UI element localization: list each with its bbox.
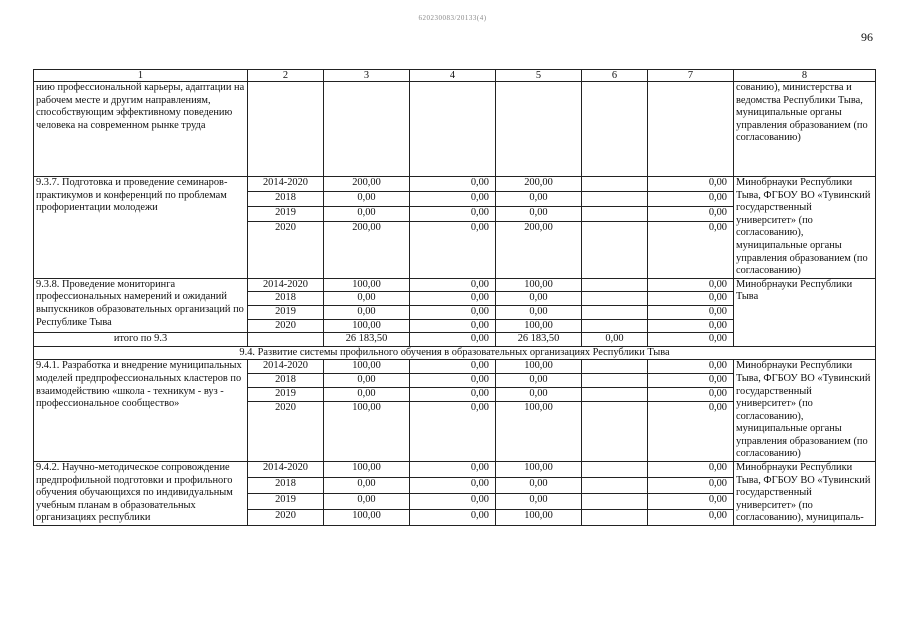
column-numbers-row [34,70,876,82]
federal-budget: 0,00 [410,510,496,526]
republic-budget: 100,00 [496,319,582,333]
total: 100,00 [324,360,410,374]
total: 200,00 [324,221,410,278]
republic-budget: 100,00 [496,402,582,462]
table-row [34,360,876,374]
table-row [34,177,876,192]
municipal-budget [582,206,648,221]
total: 0,00 [324,292,410,306]
municipal-budget [582,305,648,319]
year: 2018 [248,191,324,206]
republic-budget: 0,00 [496,292,582,306]
municipal-budget [582,177,648,192]
municipal-budget [582,478,648,494]
total: 0,00 [324,478,410,494]
extra-budget: 0,00 [648,494,734,510]
federal-budget: 0,00 [410,402,496,462]
table-row [34,462,876,478]
activity-name: 9.3.8. Проведение мониторинга профессиональных намерений и ожиданий выпускников образовательных организаций по Республике Тыва [34,278,248,332]
year: 2018 [248,292,324,306]
municipal-budget [582,494,648,510]
total: 0,00 [324,494,410,510]
republic-budget: 100,00 [496,510,582,526]
extra-budget: 0,00 [648,319,734,333]
activity-name: 9.4.1. Разработка и внедрение муниципальных моделей предпрофессиональных кластеров по взаимодействию «школа - техникум - вуз - профессиональное сообщество» [34,360,248,462]
extra-budget: 0,00 [648,478,734,494]
municipal-budget [582,278,648,292]
year: 2019 [248,388,324,402]
extra-budget: 0,00 [648,278,734,292]
extra-budget: 0,00 [648,360,734,374]
total: 100,00 [324,278,410,292]
extra-budget: 0,00 [648,292,734,306]
municipal-budget [582,374,648,388]
republic-budget: 0,00 [496,374,582,388]
year: 2018 [248,478,324,494]
document-stamp: 620230083/20133(4) [418,14,487,22]
subtotal-label: итого по 9.3 [34,333,248,347]
year: 2019 [248,206,324,221]
col-num: 8 [734,70,876,82]
municipal-budget [582,402,648,462]
extra-budget: 0,00 [648,221,734,278]
municipal-budget [582,191,648,206]
extra-budget: 0,00 [648,374,734,388]
republic-budget: 100,00 [496,360,582,374]
extra-budget: 0,00 [648,177,734,192]
federal-budget: 0,00 [410,278,496,292]
col-num: 7 [648,70,734,82]
extra-budget: 0,00 [648,402,734,462]
total: 100,00 [324,319,410,333]
total: 0,00 [324,388,410,402]
federal-budget: 0,00 [410,333,496,347]
republic-budget: 26 183,50 [496,333,582,347]
executor: Минобрнауки Республики Тыва, ФГБОУ ВО «Тувинский государственный университет» (по согласованию), муниципаль- [734,462,876,526]
federal-budget: 0,00 [410,191,496,206]
section-title: 9.4. Развитие системы профильного обучения в образовательных организациях Республики Тыва [34,346,876,360]
year: 2014-2020 [248,360,324,374]
year: 2014-2020 [248,177,324,192]
republic-budget: 0,00 [496,305,582,319]
year: 2019 [248,494,324,510]
program-table [33,69,876,526]
federal-budget: 0,00 [410,478,496,494]
republic-budget: 100,00 [496,278,582,292]
year: 2020 [248,402,324,462]
col-num: 1 [34,70,248,82]
extra-budget: 0,00 [648,191,734,206]
section-header-row [34,346,876,360]
republic-budget: 100,00 [496,462,582,478]
col-num: 5 [496,70,582,82]
republic-budget: 0,00 [496,494,582,510]
year: 2014-2020 [248,462,324,478]
executor: сованию), министерства и ведомства Республики Тыва, муниципальные органы управления образованием (по согласованию) [734,82,876,177]
total: 0,00 [324,206,410,221]
year: 2020 [248,221,324,278]
republic-budget: 0,00 [496,388,582,402]
year: 2020 [248,319,324,333]
extra-budget: 0,00 [648,333,734,347]
municipal-budget [582,319,648,333]
municipal-budget [582,462,648,478]
federal-budget: 0,00 [410,360,496,374]
col-num: 3 [324,70,410,82]
total: 100,00 [324,402,410,462]
federal-budget: 0,00 [410,221,496,278]
continuation-row [34,82,876,177]
municipal-budget: 0,00 [582,333,648,347]
federal-budget: 0,00 [410,292,496,306]
year: 2014-2020 [248,278,324,292]
municipal-budget [582,388,648,402]
col-num: 4 [410,70,496,82]
extra-budget: 0,00 [648,305,734,319]
federal-budget: 0,00 [410,319,496,333]
activity-name: нию профессиональной карьеры, адаптации на рабочем месте и другим направлениям, способствующим эффективному поведению человека на современном рынке труда [34,82,248,177]
year: 2019 [248,305,324,319]
republic-budget: 200,00 [496,221,582,278]
executor: Минобрнауки Республики Тыва, ФГБОУ ВО «Тувинский государственный университет» (по согласованию), муниципальные органы управления образованием (по согласованию) [734,360,876,462]
table-row [34,278,876,292]
executor: Минобрнауки Республики Тыва [734,278,876,346]
republic-budget: 0,00 [496,206,582,221]
total: 100,00 [324,462,410,478]
municipal-budget [582,292,648,306]
total: 100,00 [324,510,410,526]
total: 0,00 [324,374,410,388]
total: 0,00 [324,191,410,206]
republic-budget: 200,00 [496,177,582,192]
federal-budget: 0,00 [410,388,496,402]
total: 26 183,50 [324,333,410,347]
federal-budget: 0,00 [410,462,496,478]
republic-budget: 0,00 [496,191,582,206]
activity-name: 9.4.2. Научно-методическое сопровождение предпрофильной подготовки и профильного обучения обучающихся по индивидуальным учебным планам в образовательных организациях республики [34,462,248,526]
federal-budget: 0,00 [410,374,496,388]
municipal-budget [582,510,648,526]
col-num: 2 [248,70,324,82]
extra-budget: 0,00 [648,206,734,221]
extra-budget: 0,00 [648,388,734,402]
extra-budget: 0,00 [648,462,734,478]
republic-budget: 0,00 [496,478,582,494]
federal-budget: 0,00 [410,494,496,510]
page-number: 96 [861,30,873,44]
executor: Минобрнауки Республики Тыва, ФГБОУ ВО «Тувинский государственный университет» (по согласованию), муниципальные органы управления образованием (по согласованию) [734,177,876,279]
activity-name: 9.3.7. Подготовка и проведение семинаров-практикумов и конференций по проблемам профориентации молодежи [34,177,248,279]
municipal-budget [582,221,648,278]
municipal-budget [582,360,648,374]
federal-budget: 0,00 [410,177,496,192]
extra-budget: 0,00 [648,510,734,526]
federal-budget: 0,00 [410,305,496,319]
total: 200,00 [324,177,410,192]
federal-budget: 0,00 [410,206,496,221]
year: 2020 [248,510,324,526]
year: 2018 [248,374,324,388]
col-num: 6 [582,70,648,82]
total: 0,00 [324,305,410,319]
